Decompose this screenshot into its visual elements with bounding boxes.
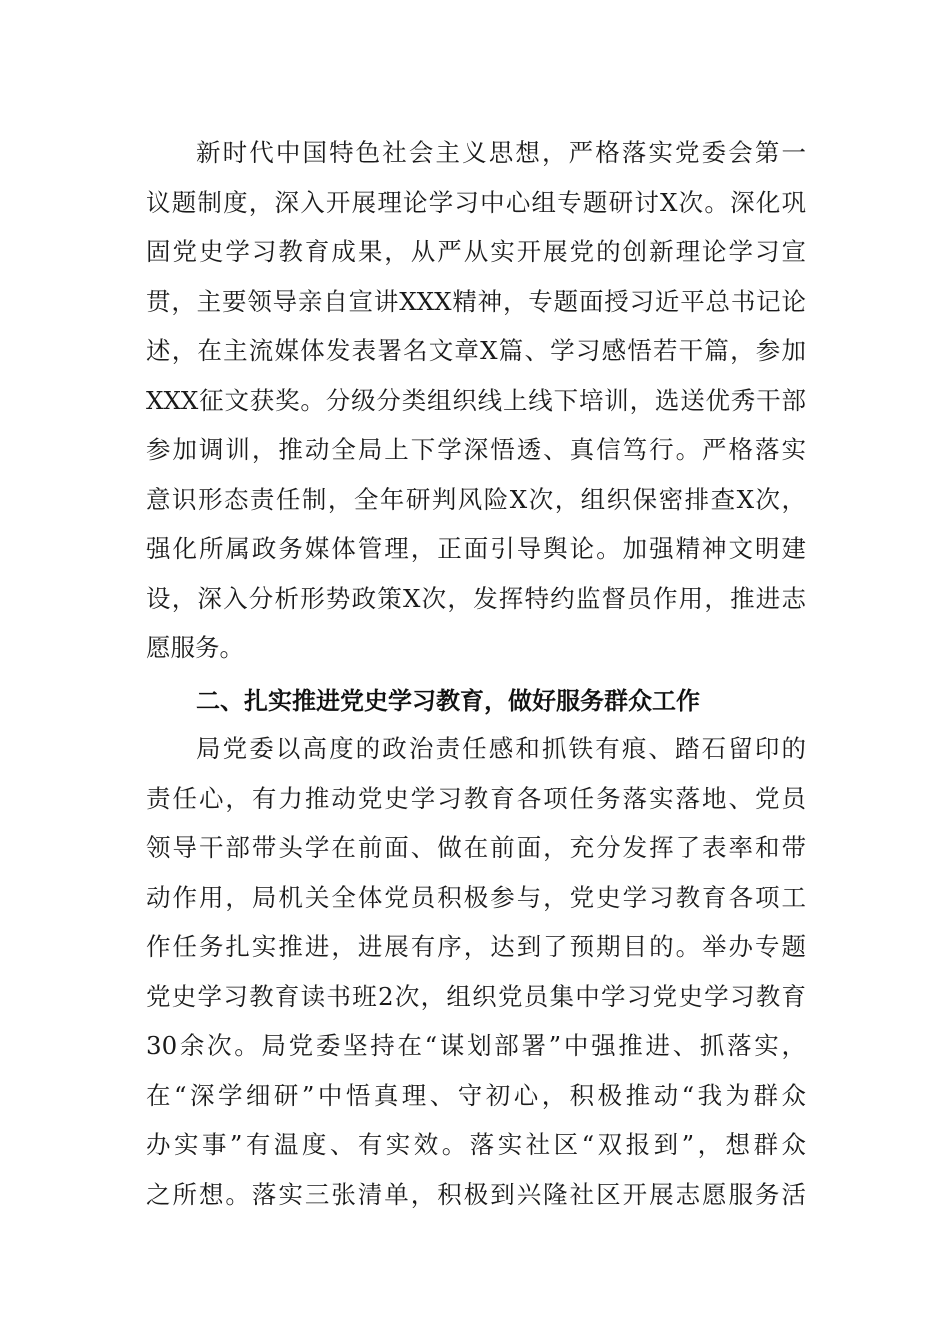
paragraph-line: 领导干部带头学在前面、做在前面，充分发挥了表率和带 bbox=[146, 833, 806, 862]
paragraph-line: 强化所属政务媒体管理，正面引导舆论。加强精神文明建 bbox=[146, 534, 806, 563]
paragraph-1 bbox=[146, 128, 806, 673]
paragraph-line: 新时代中国特色社会主义思想，严格落实党委会第一 bbox=[196, 138, 806, 167]
paragraph-line: 责任心，有力推动党史学习教育各项任务落实落地、党员 bbox=[146, 783, 806, 813]
paragraph-line: 局党委以高度的政治责任感和抓铁有痕、踏石留印的 bbox=[196, 734, 806, 763]
paragraph-line: 固党史学习教育成果，从严从实开展党的创新理论学习宣 bbox=[146, 237, 806, 266]
paragraph-line: XXX征文获奖。分级分类组织线上线下培训，选送优秀干部 bbox=[146, 385, 806, 415]
paragraph-line: 30余次。局党委坚持在“谋划部署”中强推进、抓落实， bbox=[146, 1031, 806, 1060]
paragraph-line: 作任务扎实推进，进展有序，达到了预期目的。举办专题 bbox=[146, 932, 806, 961]
paragraph-line: 之所想。落实三张清单，积极到兴隆社区开展志愿服务活 bbox=[146, 1179, 806, 1209]
paragraph-line: 意识形态责任制，全年研判风险X次，组织保密排查X次， bbox=[146, 484, 806, 514]
paragraph-line: 在“深学细研”中悟真理、守初心，积极推动“我为群众 bbox=[146, 1080, 806, 1110]
paragraph-line: 办实事”有温度、有实效。落实社区“双报到”，想群众 bbox=[146, 1130, 806, 1159]
paragraph-2 bbox=[146, 724, 806, 1219]
paragraph-line: 愿服务。 bbox=[146, 633, 244, 662]
paragraph-line: 党史学习教育读书班2次，组织党员集中学习党史学习教育 bbox=[146, 981, 806, 1011]
section-heading: 二、扎实推进党史学习教育，做好服务群众工作 bbox=[196, 687, 700, 715]
paragraph-line: 参加调训，推动全局上下学深悟透、真信笃行。严格落实 bbox=[146, 435, 806, 464]
paragraph-line: 议题制度，深入开展理论学习中心组专题研讨X次。深化巩 bbox=[146, 187, 806, 217]
paragraph-line: 动作用，局机关全体党员积极参与，党史学习教育各项工 bbox=[146, 882, 806, 912]
paragraph-line: 述，在主流媒体发表署名文章X篇、学习感悟若干篇，参加 bbox=[146, 336, 806, 365]
paragraph-line: 贯，主要领导亲自宣讲XXX精神，专题面授习近平总书记论 bbox=[146, 286, 806, 316]
paragraph-line: 设，深入分析形势政策X次，发挥特约监督员作用，推进志 bbox=[146, 583, 806, 613]
